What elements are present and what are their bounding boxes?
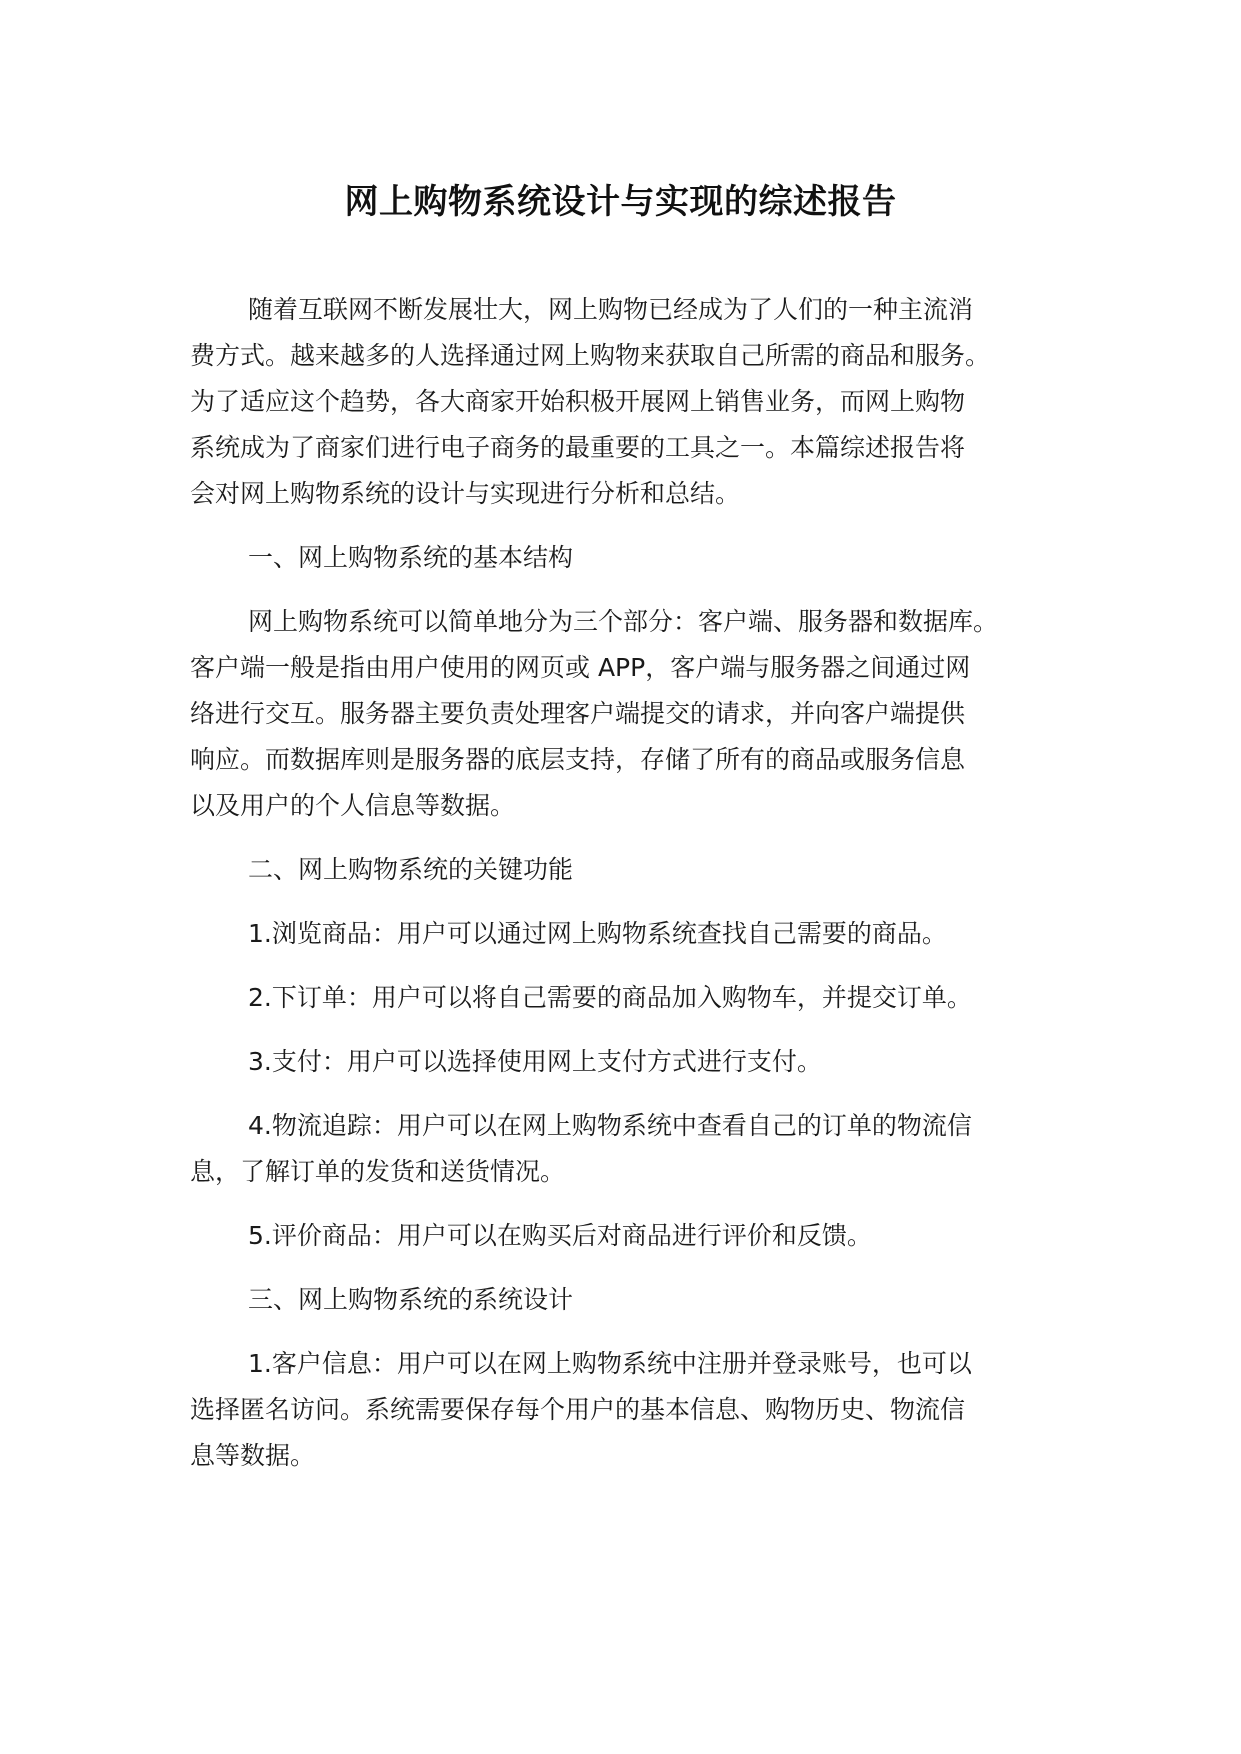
text-line: 5.评价商品：用户可以在购买后对商品进行评价和反馈。 (248, 1221, 872, 1250)
text-line: 费方式。越来越多的人选择通过网上购物来获取自己所需的商品和服务。 (190, 341, 991, 370)
text-line: 3.支付：用户可以选择使用网上支付方式进行支付。 (248, 1047, 822, 1076)
text-line: 以及用户的个人信息等数据。 (190, 791, 516, 820)
list-item (190, 1213, 1070, 1259)
section-heading-text: 二、网上购物系统的关键功能 (248, 855, 574, 884)
text-line: 为了适应这个趋势，各大商家开始积极开展网上销售业务，而网上购物 (190, 387, 966, 416)
text-line: 1.客户信息：用户可以在网上购物系统中注册并登录账号，也可以 (248, 1349, 972, 1378)
text-line: 会对网上购物系统的设计与实现进行分析和总结。 (190, 479, 741, 508)
text-line: 1.浏览商品：用户可以通过网上购物系统查找自己需要的商品。 (248, 919, 947, 948)
text-line: 络进行交互。服务器主要负责处理客户端提交的请求，并向客户端提供 (190, 699, 966, 728)
list-item (190, 975, 1070, 1021)
section-heading (190, 847, 1070, 893)
text-line: 2.下订单：用户可以将自己需要的商品加入购物车，并提交订单。 (248, 983, 972, 1012)
text-line: 息等数据。 (190, 1441, 316, 1470)
text-line: 选择匿名访问。系统需要保存每个用户的基本信息、购物历史、物流信 (190, 1395, 966, 1424)
text-line: 响应。而数据库则是服务器的底层支持，存储了所有的商品或服务信息 (190, 745, 966, 774)
text-line: 客户端一般是指由用户使用的网页或 APP，客户端与服务器之间通过网 (190, 653, 971, 682)
section-heading-text: 一、网上购物系统的基本结构 (248, 543, 574, 572)
section-heading (190, 535, 1070, 581)
text-line: 网上购物系统可以简单地分为三个部分：客户端、服务器和数据库。 (248, 607, 999, 636)
section-heading (190, 1277, 1070, 1323)
document-body (190, 287, 1070, 1479)
document-title: 网上购物系统设计与实现的综述报告 (344, 182, 897, 222)
structure-paragraph (190, 599, 1070, 829)
text-line: 系统成为了商家们进行电子商务的最重要的工具之一。本篇综述报告将 (190, 433, 966, 462)
list-item (190, 1039, 1070, 1085)
text-line: 4.物流追踪：用户可以在网上购物系统中查看自己的订单的物流信 (248, 1111, 972, 1140)
intro-paragraph (190, 287, 1070, 517)
list-item (190, 911, 1070, 957)
list-item (190, 1341, 1070, 1479)
text-line: 息，了解订单的发货和送货情况。 (190, 1157, 566, 1186)
section-heading-text: 三、网上购物系统的系统设计 (248, 1285, 574, 1314)
list-item (190, 1103, 1070, 1195)
text-line: 随着互联网不断发展壮大，网上购物已经成为了人们的一种主流消 (248, 295, 974, 324)
